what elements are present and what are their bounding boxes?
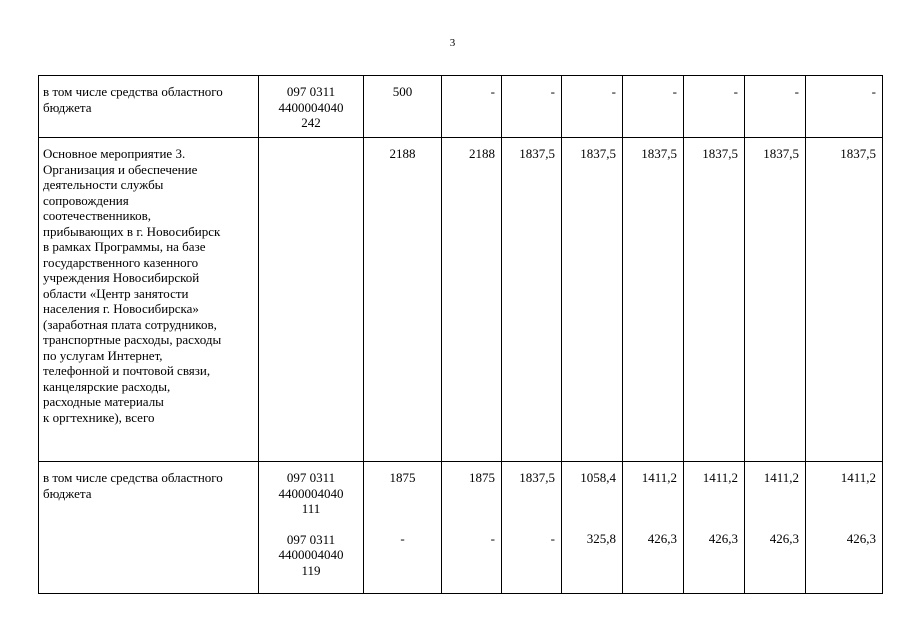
- value-text: 1875: [469, 470, 495, 485]
- value-text: 1411,2: [641, 470, 677, 485]
- value-cell: [623, 138, 684, 462]
- value-text: 1411,2: [702, 470, 738, 485]
- row-description: [39, 76, 259, 138]
- value-text: 426,3: [769, 530, 799, 546]
- description-line: сопровождения: [43, 192, 129, 208]
- description-line: транспортные расходы, расходы: [43, 332, 222, 347]
- value-text: -: [611, 84, 616, 99]
- description-line: бюджета: [43, 485, 92, 501]
- value-text: 1837,5: [641, 146, 677, 161]
- value-text: 1411,2: [763, 470, 799, 485]
- value-text: 1837,5: [840, 146, 876, 161]
- value-cell: [442, 138, 502, 462]
- description-line: телефонной и почтовой связи,: [43, 363, 211, 378]
- value-text: -: [871, 84, 876, 99]
- value-cell: [442, 76, 502, 138]
- description-line: канцелярские расходы,: [43, 378, 171, 394]
- value-cell: [364, 76, 442, 138]
- value-text: 1837,5: [763, 146, 799, 161]
- page-number: 3: [449, 37, 456, 49]
- value-cell: [502, 76, 562, 138]
- description-line: населения г. Новосибирска»: [43, 301, 199, 316]
- value-cell: [806, 76, 883, 138]
- value-cell: [806, 462, 883, 594]
- value-cell: [684, 76, 745, 138]
- budget-code-line: 242: [301, 115, 321, 130]
- description-line: соотечественников,: [43, 208, 152, 223]
- value-text: 1058,4: [580, 470, 616, 485]
- description-line: бюджета: [43, 99, 92, 115]
- description-line: в том числе средства областного: [43, 470, 223, 485]
- value-cell: [745, 138, 806, 462]
- budget-code: [259, 76, 364, 138]
- value-text: 2188: [469, 146, 495, 161]
- value-text: 2188: [389, 146, 416, 161]
- table-row: [39, 462, 883, 594]
- value-text: -: [550, 530, 555, 546]
- budget-code-line: 119: [301, 562, 321, 578]
- budget-code-line: 097 0311: [286, 531, 336, 547]
- budget-code-line: 4400004040: [278, 485, 344, 501]
- value-cell: [502, 462, 562, 594]
- table-row: [39, 138, 883, 462]
- value-text: -: [400, 530, 405, 546]
- row-description: [39, 462, 259, 594]
- budget-code: [259, 462, 364, 594]
- table-row: [39, 76, 883, 138]
- description-line: прибывающих в г. Новосибирск: [43, 223, 221, 239]
- value-cell: [623, 76, 684, 138]
- value-text: 426,3: [708, 530, 738, 546]
- value-text: 325,8: [586, 530, 616, 546]
- description-line: по услугам Интернет,: [43, 347, 163, 363]
- description-line: (заработная плата сотрудников,: [43, 316, 217, 332]
- description-line: в том числе средства областного: [43, 84, 223, 99]
- value-cell: [745, 462, 806, 594]
- value-text: 500: [392, 84, 413, 99]
- value-cell: [745, 76, 806, 138]
- value-text: 1837,5: [519, 470, 555, 485]
- value-text: -: [733, 84, 738, 99]
- value-text: -: [490, 530, 495, 546]
- description-line: деятельности службы: [43, 177, 164, 192]
- value-cell: [623, 462, 684, 594]
- value-cell: [562, 76, 623, 138]
- value-text: -: [794, 84, 799, 99]
- value-cell: [562, 138, 623, 462]
- value-text: 1837,5: [702, 146, 738, 161]
- value-cell: [806, 138, 883, 462]
- description-line: Организация и обеспечение: [43, 161, 198, 177]
- budget-code-line: 111: [301, 501, 321, 516]
- value-text: -: [490, 84, 495, 99]
- description-line: Основное мероприятие 3.: [43, 146, 186, 161]
- row-description: [39, 138, 259, 462]
- value-cell: [364, 462, 442, 594]
- value-text: 426,3: [846, 530, 876, 546]
- budget-code-line: 4400004040: [278, 547, 344, 562]
- value-text: 1411,2: [840, 470, 876, 485]
- value-cell: [442, 462, 502, 594]
- description-line: к оргтехнике), всего: [43, 409, 155, 425]
- value-cell: [684, 138, 745, 462]
- budget-code-line: 4400004040: [278, 99, 344, 115]
- value-text: 1875: [389, 470, 416, 485]
- budget-code-line: 097 0311: [286, 84, 336, 99]
- description-line: в рамках Программы, на базе: [43, 239, 206, 254]
- value-text: -: [672, 84, 677, 99]
- value-text: 426,3: [647, 530, 677, 546]
- value-cell: [684, 462, 745, 594]
- description-line: расходные материалы: [43, 394, 164, 409]
- budget-table: [38, 75, 883, 594]
- budget-code-line: 097 0311: [286, 470, 336, 485]
- value-text: 1837,5: [519, 146, 555, 161]
- description-line: области «Центр занятости: [43, 285, 189, 301]
- value-text: 1837,5: [580, 146, 616, 161]
- budget-code: [259, 138, 364, 462]
- value-cell: [502, 138, 562, 462]
- value-text: -: [550, 84, 555, 99]
- value-cell: [562, 462, 623, 594]
- description-line: государственного казенного: [43, 254, 199, 270]
- value-cell: [364, 138, 442, 462]
- description-line: учреждения Новосибирской: [43, 270, 200, 285]
